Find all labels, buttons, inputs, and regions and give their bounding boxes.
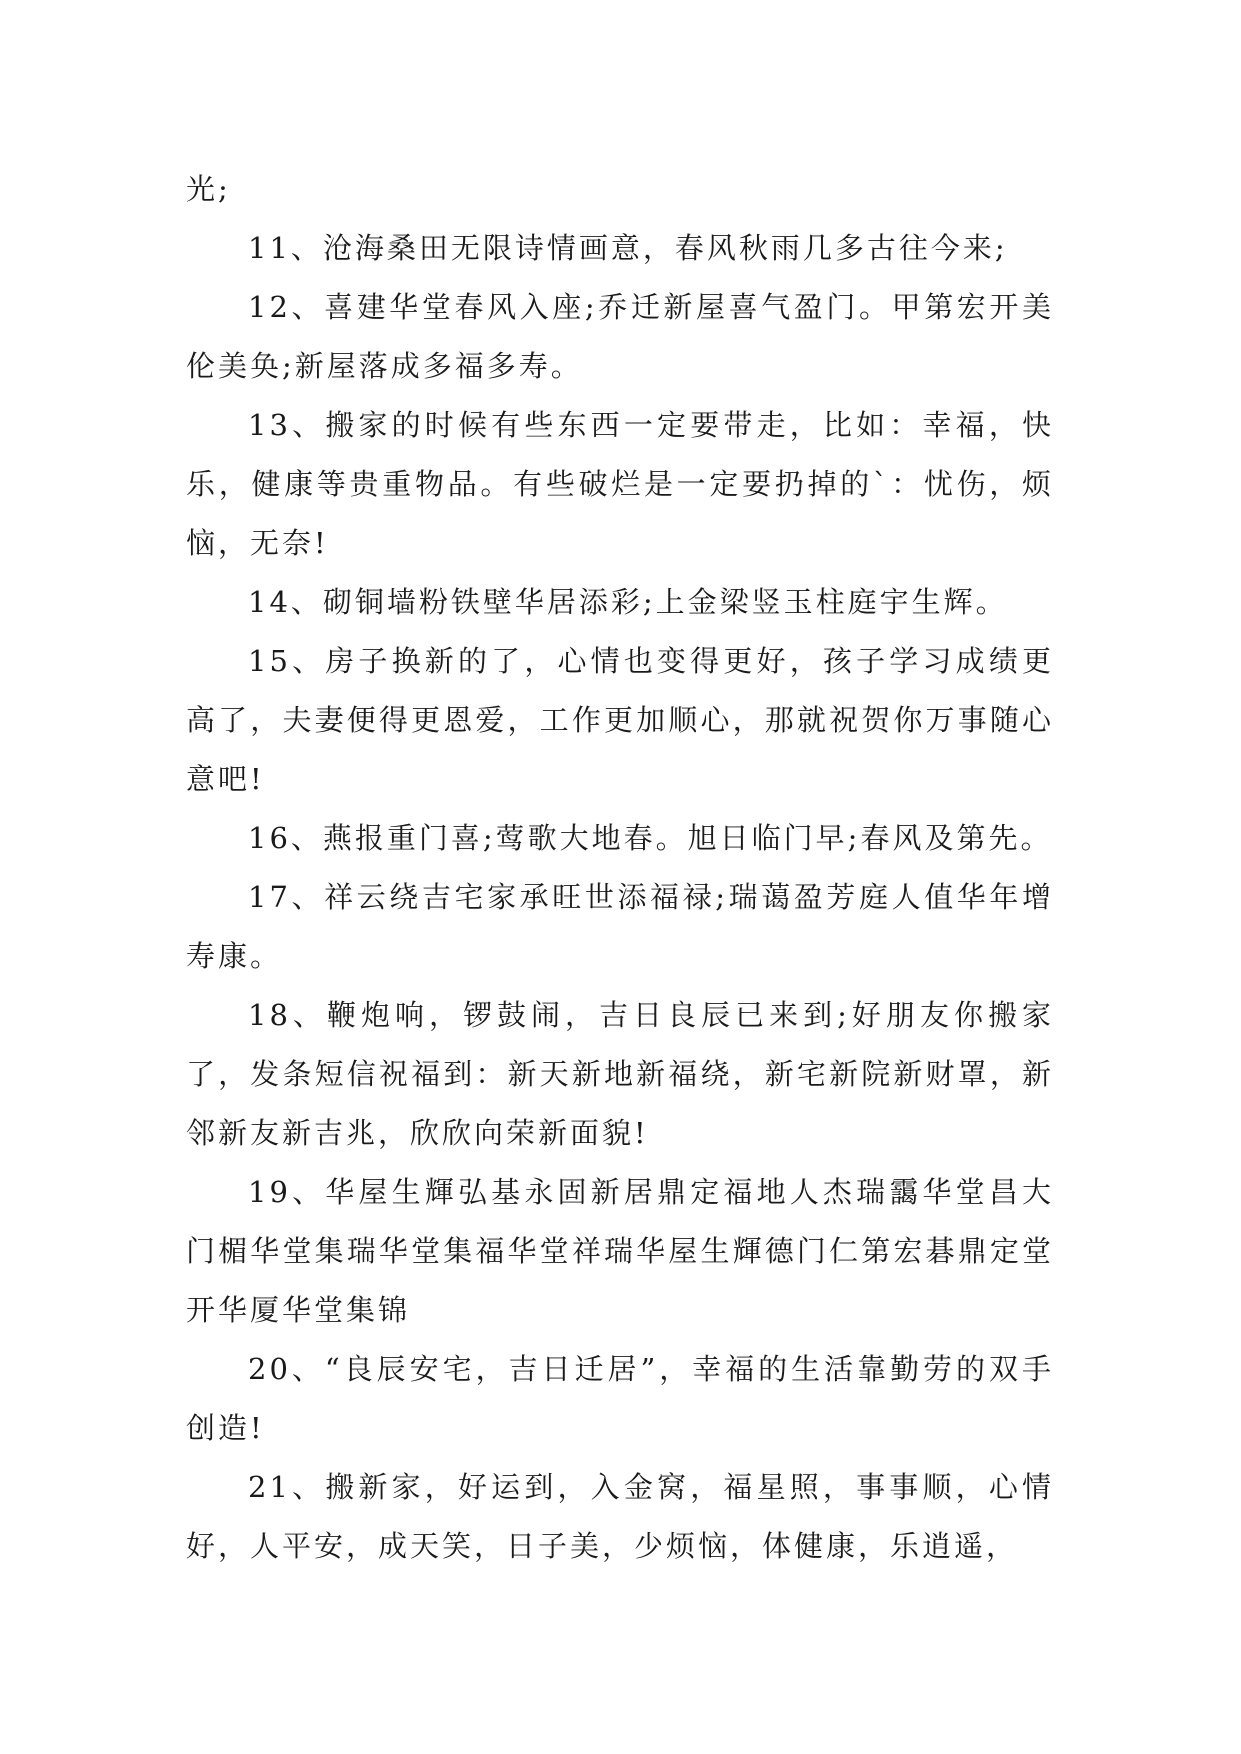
paragraph-11: 11、沧海桑田无限诗情画意，春风秋雨几多古往今来;	[248, 231, 1008, 265]
paragraph-15: 15、房子换新的了，心情也变得更好，孩子学习成绩更高了，夫妻便得更恩爱，工作更加顺心，那就祝贺你万事随心意吧!	[186, 644, 1054, 796]
paragraph-19: 19、华屋生輝弘基永固新居鼎定福地人杰瑞靄华堂昌大门楣华堂集瑞华堂集福华堂祥瑞华屋生輝德门仁第宏碁鼎定堂开华厦华堂集锦	[186, 1175, 1054, 1327]
paragraph-20: 20、“良辰安宅，吉日迁居”，幸福的生活靠勤劳的双手创造!	[186, 1352, 1054, 1445]
paragraph-17: 17、祥云绕吉宅家承旺世添福禄;瑞蔼盈芳庭人值华年增寿康。	[186, 880, 1054, 973]
paragraph-12: 12、喜建华堂春风入座;乔迁新屋喜气盈门。甲第宏开美伦美奂;新屋落成多福多寿。	[186, 290, 1054, 383]
paragraph-continuation: 光;	[186, 172, 231, 206]
paragraph-18: 18、鞭炮响，锣鼓闹，吉日良辰已来到;好朋友你搬家了，发条短信祝福到：新天新地新福绕，新宅新院新财罩，新邻新友新吉兆，欣欣向荣新面貌!	[186, 998, 1054, 1150]
paragraph-16: 16、燕报重门喜;莺歌大地春。旭日临门早;春风及第先。	[248, 821, 1053, 855]
paragraph-21: 21、搬新家，好运到，入金窝，福星照，事事顺，心情好，人平安，成天笑，日子美，少烦恼，体健康，乐逍遥，	[186, 1470, 1054, 1563]
paragraph-13: 13、搬家的时候有些东西一定要带走，比如：幸福，快乐，健康等贵重物品。有些破烂是一定要扔掉的`：忧伤，烦恼，无奈!	[186, 408, 1054, 560]
document-body	[186, 160, 1054, 1576]
paragraph-14: 14、砌铜墙粉铁壁华居添彩;上金梁竖玉柱庭宇生辉。	[248, 585, 1008, 619]
